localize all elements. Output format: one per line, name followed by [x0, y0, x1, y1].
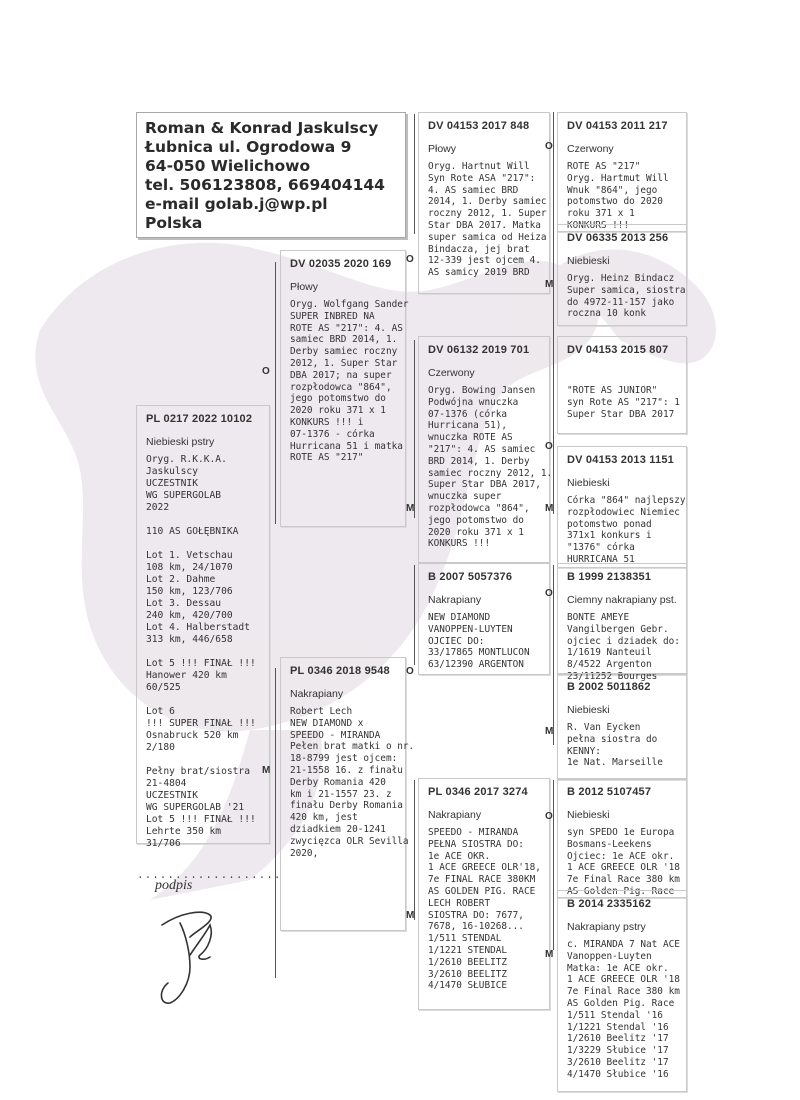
pigeon-card-dds [557, 778, 687, 898]
connector-dam-dd [414, 780, 415, 920]
sex-marker-sds: O [545, 441, 553, 452]
color-label: Płowy [428, 143, 457, 155]
pigeon-card-main [136, 405, 270, 849]
color-label: Ciemny nakrapiany pst. [567, 594, 677, 606]
ring-number: B 2014 2335162 [567, 898, 652, 910]
description: Oryg. Hartnut Will Syn Rote ASA "217": 4. AS samiec BRD 2014, 1. Derby samiec roczny 2012, 1. Super Star DBA 2017. Matka super samica od Heiza Bindacza, jej brat 12-339 jest ojcem 4. AS samicy 2019 BRD [428, 161, 547, 279]
pigeon-card-ss [418, 112, 550, 294]
ring-number: DV 06132 2019 701 [428, 344, 530, 356]
description: syn SPEDO 1e Europa Bosmans-Leekens Ojciec: 1e ACE okr. 1 ACE GREECE OLR '18 7e Final Race 380 km AS Golden Pig. Race [567, 827, 680, 897]
owner-postcode-city: 64-050 Wielichowo [145, 157, 311, 175]
connector-main-dam [275, 668, 276, 978]
color-label: Nakrapiany [290, 688, 344, 700]
color-label: Niebieski [567, 477, 610, 489]
owner-address: Łubnica ul. Ogrodowa 9 [145, 138, 352, 156]
description: Córka "864" najlepszy rozpłodowiec Niemiec potomstwo ponad 371x1 konkurs i "1376" córka HURRICANA 51 [567, 495, 686, 565]
ring-number: DV 06335 2013 256 [567, 232, 669, 244]
description: Robert Lech NEW DIAMOND x SPEEDO - MIRANDA Pełen brat matki o nr. 18-8799 jest ojcem: 21-1558 16. z finału Derby Romania 420 km i 21-1557 23. z finału Derby Romania 420 km, jest dziadkiem 20-1241 zwycięzca OLR Sevilla 2020, [290, 706, 415, 859]
sex-marker-ssd: M [545, 279, 554, 290]
pigeon-card-sire [280, 250, 409, 527]
pigeon-card-dss [557, 563, 687, 682]
ring-number: DV 02035 2020 169 [290, 258, 392, 270]
pigeon-card-ds [418, 563, 550, 675]
ring-number: PL 0217 2022 10102 [146, 413, 253, 425]
owner-info-box [136, 112, 406, 238]
color-label: Nakrapiany [428, 809, 482, 821]
description: Oryg. Bowing Jansen Podwójna wnuczka 07-1376 (córka Hurricana 51), wnuczka ROTE AS "217": 4. AS samiec BRD 2014, 1. Derby samiec roczny 2012, 1. Super Star DBA 2017, wnuczka super rozpłodowca "864", jego potomstwo do 2020 roku 371 x 1 KONKURS !!! [428, 385, 553, 550]
pigeon-card-dd [418, 778, 550, 1010]
pigeon-card-dsd [557, 673, 687, 780]
connector-main-sire [275, 262, 276, 524]
description: SPEEDO - MIRANDA PEŁNA SIOSTRA DO: 1e ACE OKR. 1 ACE GREECE OLR'18, 7e FINAL RACE 380KM AS GOLDEN PIG. RACE LECH ROBERT SIOSTRA DO: 7677, 7678, 16-10268... 1/511 STENDAL 1/1221 STENDAL 1/2610 BEELITZ 3/2610 BEELITZ 4/1470 SŁUBICE [428, 827, 541, 992]
owner-name: Roman & Konrad Jaskulscy [145, 119, 379, 137]
owner-email: e-mail golab.j@wp.pl [145, 195, 328, 213]
color-label: Niebieski pstry [146, 436, 215, 448]
ring-number: B 2002 5011862 [567, 681, 651, 693]
description: BONTE AMEYE Vangilbergen Gebr. ojciec i dziadek do: 1/1619 Nanteuil 8/4522 Argenton 23/11252 Bourges [567, 612, 680, 682]
owner-phone: tel. 506123808, 669404144 [145, 176, 385, 194]
sex-marker-ss: O [406, 254, 414, 265]
description: c. MIRANDA 7 Nat ACE Vanoppen-Luyten Matka: 1e ACE okr. 1 ACE GREECE OLR '18 7e Final Race 380 km AS Golden Pig. Race 1/511 Stendal '16 1/1221 Stendal '16 1/2610 Beelitz '17 1/3229 Słubice '17 3/2610 Beelitz '17 4/1470 Słubice '16 [567, 939, 680, 1080]
sex-marker-ddd: M [545, 949, 554, 960]
sex-marker-sdd: M [545, 503, 554, 514]
connector-sd [553, 336, 554, 514]
ring-number: PL 0346 2018 9548 [290, 665, 390, 677]
color-label: Niebieski [567, 809, 610, 821]
color-label: Płowy [290, 281, 319, 293]
sex-marker-sss: O [545, 141, 553, 152]
color-label: Czerwony [567, 143, 614, 155]
ring-number: DV 04153 2013 1151 [567, 454, 674, 466]
pigeon-card-ddd [557, 890, 687, 1092]
sex-marker-dss: O [545, 588, 553, 599]
description: Oryg. Wolfgang Sander SUPER INBRED NA ROTE AS "217": 4. AS samiec BRD 2014, 1. Derby samiec roczny 2012, 1. Super Star DBA 2017; na super rozpłodowca "864", jego potomstwo do 2020 roku 371 x 1 KONKURS !!! i 07-1376 - córka Hurricana 51 i matka ROTE AS "217" [290, 299, 409, 464]
connector-sire-sd [414, 340, 415, 518]
description: NEW DIAMOND VANOPPEN-LUYTEN OJCIEC DO: 33/17865 MONTLUCON 63/12390 ARGENTON [428, 612, 530, 671]
pigeon-card-sd [418, 336, 553, 563]
signature-dots: ................... [137, 870, 282, 882]
pigeon-card-sdd [557, 446, 687, 568]
sex-marker-dsd: M [545, 726, 554, 737]
sex-marker-dd: M [406, 910, 415, 921]
signature-label: podpis [155, 878, 193, 893]
connector-ds [553, 565, 554, 745]
color-label: Niebieski [567, 255, 610, 267]
connector-sire-ss [414, 114, 415, 234]
pigeon-card-dam [280, 657, 415, 931]
pigeon-card-sss [557, 112, 687, 232]
connector-dam-ds [414, 565, 415, 665]
ring-number: B 2012 5107457 [567, 786, 652, 798]
ring-number: DV 04153 2017 848 [428, 120, 530, 132]
sex-marker-sire: O [262, 366, 270, 377]
ring-number: DV 04153 2011 217 [567, 120, 668, 132]
sex-marker-dam: M [262, 765, 271, 776]
description: Oryg. R.K.K.A. Jaskulscy UCZESTNIK WG SUPERGOLAB 2022 110 AS GOŁĘBNIKA Lot 1. Vetschau 108 km, 24/1070 Lot 2. Dahme 150 km, 123/706 Lot 3. Dessau 240 km, 420/700 Lot 4. Halberstadt 313 km, 446/658 Lot 5 !!! FINAŁ !!! Hanower 420 km 60/525 Lot 6 !!! SUPER FINAŁ !!! Osnabruck 520 km 2/180 Pełny brat/siostra 21-4804 UCZESTNIK WG SUPERGOLAB '21 Lot 5 !!! FINAŁ !!! Lehrte 350 km 31/706 [146, 454, 256, 849]
connector-dd [553, 780, 554, 950]
connector-ss [553, 112, 554, 342]
description: Oryg. Heinz Bindacz Super samica, siostra do 4972-11-157 jako roczna 10 konk [567, 273, 686, 320]
description: ROTE AS "217" Oryg. Hartmut Will Wnuk "864", jego potomstwo do 2020 roku 371 x 1 KONKURS !!! [567, 161, 669, 231]
color-label: Niebieski [567, 704, 610, 716]
pigeon-card-sds [557, 336, 687, 434]
sex-marker-sd: M [406, 503, 415, 514]
description: "ROTE AS JUNIOR" syn Rote AS "217": 1 Super Star DBA 2017 [567, 385, 680, 420]
handwritten-signature [150, 895, 230, 1015]
description: R. Van Eycken pełna siostra do KENNY: 1e Nat. Marseille [567, 722, 663, 769]
color-label: Czerwony [428, 367, 475, 379]
sex-marker-ds: O [406, 666, 414, 677]
color-label: Nakrapiany [428, 594, 482, 606]
color-label: Nakrapiany pstry [567, 921, 646, 933]
owner-country: Polska [145, 214, 203, 232]
pigeon-card-ssd [557, 224, 687, 326]
ring-number: B 2007 5057376 [428, 571, 513, 583]
ring-number: B 1999 2138351 [567, 571, 652, 583]
ring-number: DV 04153 2015 807 [567, 344, 669, 356]
ring-number: PL 0346 2017 3274 [428, 786, 528, 798]
sex-marker-dds: O [545, 811, 553, 822]
